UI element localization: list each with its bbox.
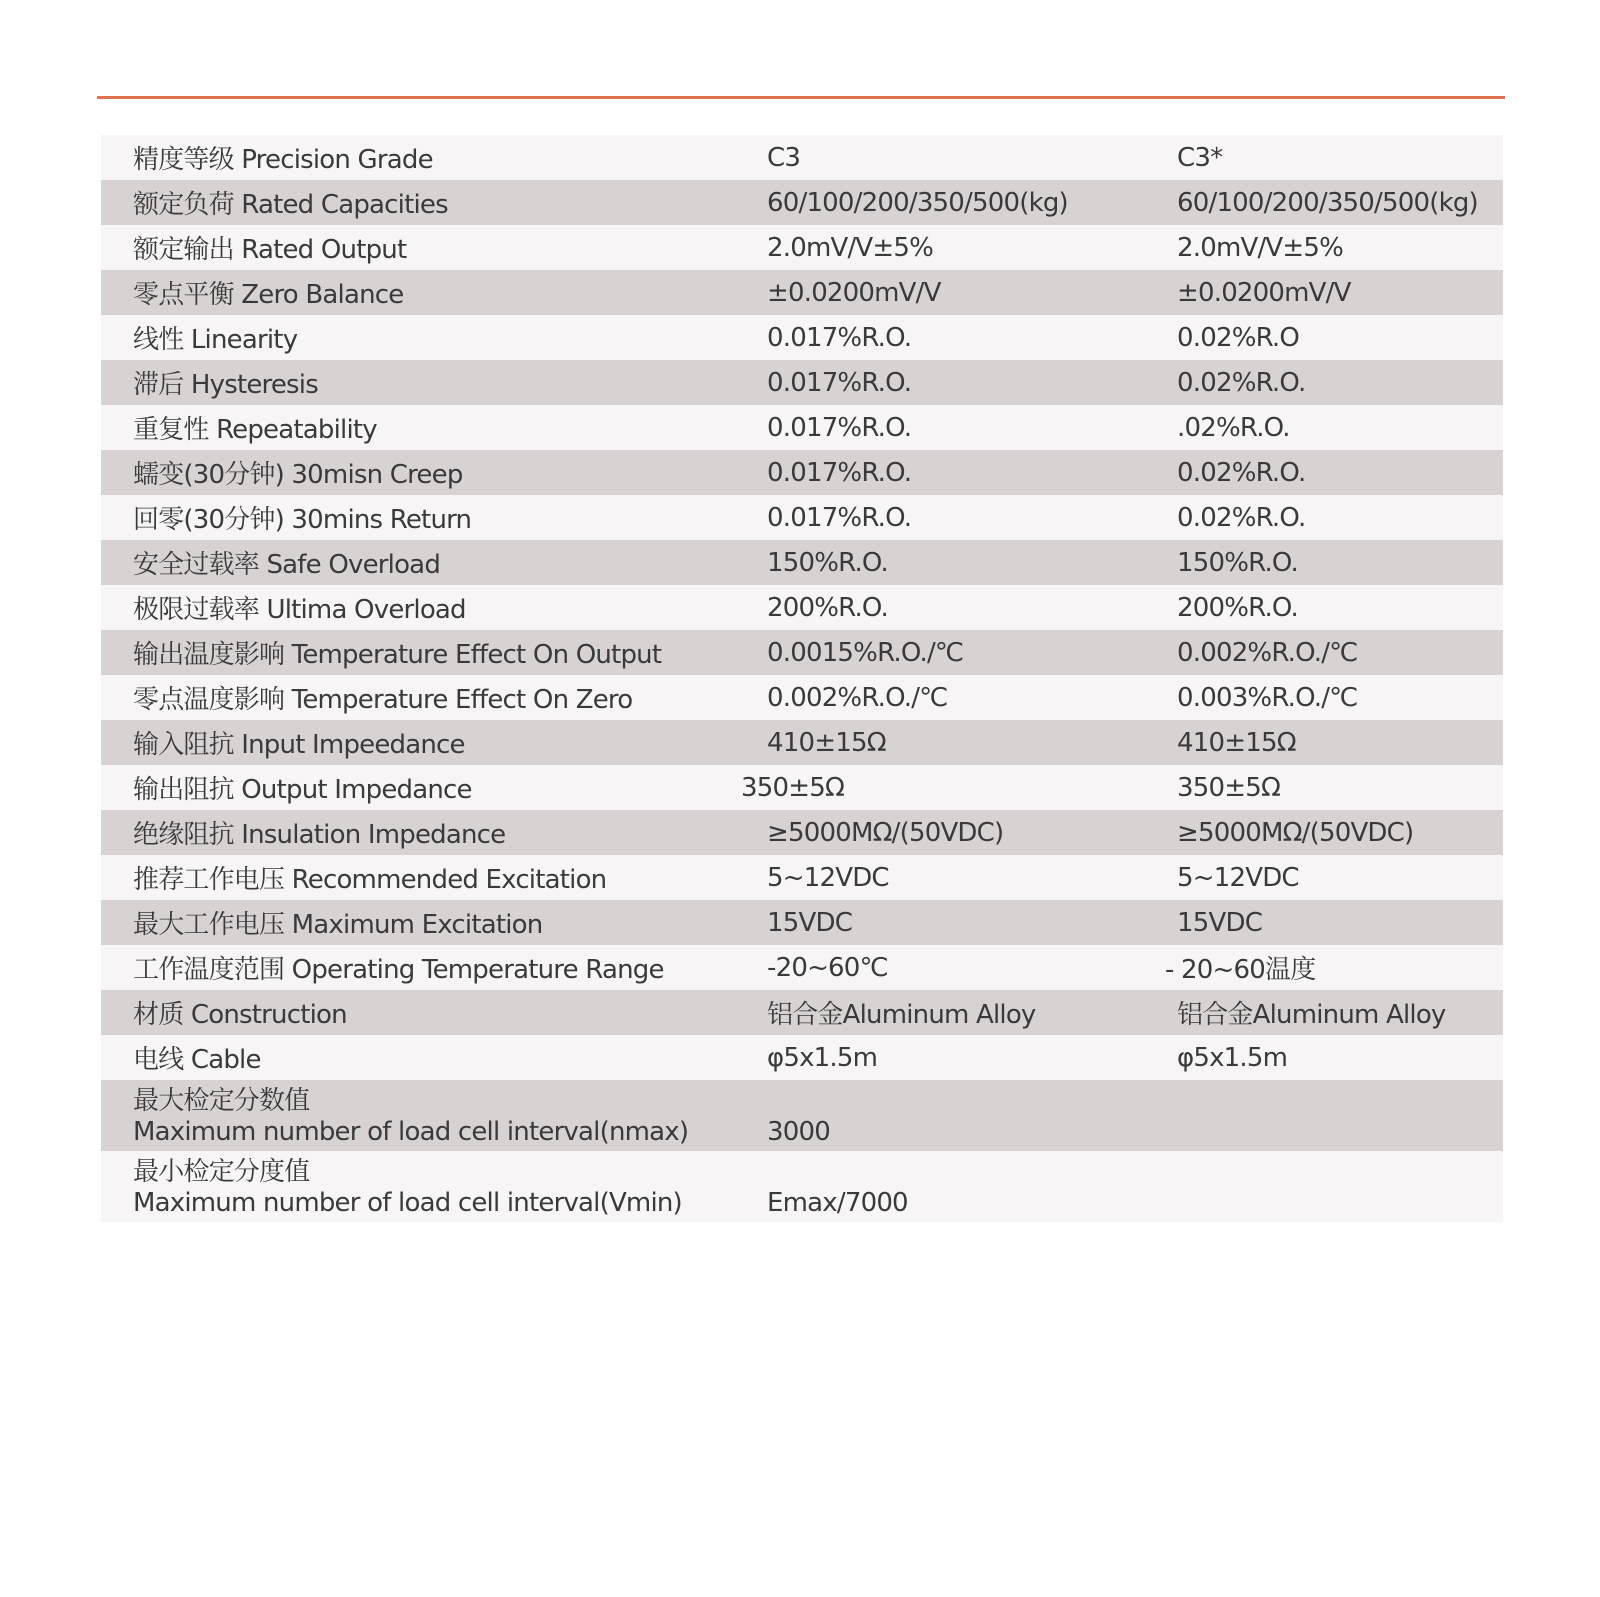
table-row (101, 1035, 1503, 1080)
row-label: 线性 Linearity (133, 325, 298, 355)
table-row (101, 495, 1503, 540)
c3-value: Emax/7000 (767, 1188, 908, 1218)
c3-star-value: 0.02%R.O. (1177, 367, 1306, 398)
row-label: 输出阻抗 Output Impedance (133, 775, 472, 805)
table-row (101, 450, 1503, 495)
table-row (101, 855, 1503, 900)
c3-star-value: ≥5000MΩ/(50VDC) (1177, 817, 1414, 848)
row-label: 材质 Construction (133, 1000, 347, 1030)
table-row (101, 315, 1503, 360)
c3-value: 5~12VDC (767, 862, 889, 893)
row-label: 额定负荷 Rated Capacities (133, 190, 448, 220)
row-label: 绝缘阻抗 Insulation Impedance (133, 820, 506, 850)
c3-value: 0.002%R.O./℃ (767, 682, 948, 713)
table-row (101, 135, 1503, 180)
c3-star-value: 200%R.O. (1177, 592, 1299, 623)
row-label: 精度等级 Precision Grade (133, 145, 433, 175)
c3-value: 15VDC (767, 907, 853, 938)
table-row (101, 540, 1503, 585)
table-row (101, 360, 1503, 405)
table-row (101, 720, 1503, 765)
c3-star-value: 0.02%R.O. (1177, 457, 1306, 488)
c3-star-value: 150%R.O. (1177, 547, 1299, 578)
table-row (101, 765, 1503, 810)
c3-value: 410±15Ω (767, 727, 886, 758)
table-row (101, 405, 1503, 450)
table-row (101, 180, 1503, 225)
table-row (101, 810, 1503, 855)
c3-star-value: 5~12VDC (1177, 862, 1299, 893)
table-row (101, 270, 1503, 315)
c3-star-value: 0.02%R.O. (1177, 502, 1306, 533)
row-label: 滞后 Hysteresis (133, 370, 318, 400)
c3-star-value: 15VDC (1177, 907, 1263, 938)
c3-value: 350±5Ω (741, 772, 845, 803)
c3-value: C3 (767, 142, 801, 173)
row-label-cn: 最小检定分度值 (133, 1157, 310, 1187)
c3-value: 2.0mV/V±5% (767, 232, 934, 263)
c3-star-value: 2.0mV/V±5% (1177, 232, 1344, 263)
c3-star-value: .02%R.O. (1177, 412, 1290, 443)
row-label-cn: 最大检定分数值 (133, 1086, 310, 1116)
c3-star-value: - 20~60温度 (1165, 955, 1316, 985)
row-label: 电线 Cable (133, 1045, 261, 1075)
row-label: 输入阻抗 Input Impeedance (133, 730, 465, 760)
c3-star-value: C3* (1177, 142, 1223, 173)
c3-value: 150%R.O. (767, 547, 889, 578)
row-label: 零点平衡 Zero Balance (133, 280, 404, 310)
row-label: 回零(30分钟) 30mins Return (133, 505, 472, 535)
c3-value: 0.0015%R.O./℃ (767, 637, 964, 668)
c3-star-value: 350±5Ω (1177, 772, 1281, 803)
c3-value: 60/100/200/350/500(kg) (767, 187, 1068, 218)
c3-star-value: 0.003%R.O./℃ (1177, 682, 1358, 713)
table-row (101, 945, 1503, 990)
c3-star-value: 0.02%R.O (1177, 322, 1300, 353)
c3-star-value: φ5x1.5m (1177, 1042, 1288, 1073)
c3-value: 200%R.O. (767, 592, 889, 623)
row-label: 蠕变(30分钟) 30misn Creep (133, 460, 463, 490)
c3-value: 0.017%R.O. (767, 322, 912, 353)
c3-value: -20~60℃ (767, 952, 888, 983)
table-row (101, 1080, 1503, 1151)
table-row (101, 585, 1503, 630)
row-label: 极限过载率 Ultima Overload (133, 595, 466, 625)
c3-value: φ5x1.5m (767, 1042, 878, 1073)
row-label: 输出温度影响 Temperature Effect On Output (133, 640, 662, 670)
row-label (133, 1086, 688, 1148)
c3-star-value: 0.002%R.O./℃ (1177, 637, 1358, 668)
c3-star-value: 60/100/200/350/500(kg) (1177, 187, 1478, 218)
spec-table (101, 135, 1503, 1222)
accent-divider-line (97, 96, 1505, 99)
c3-value: 0.017%R.O. (767, 412, 912, 443)
table-row (101, 900, 1503, 945)
table-row (101, 630, 1503, 675)
table-row (101, 675, 1503, 720)
table-row (101, 225, 1503, 270)
row-label: 工作温度范围 Operating Temperature Range (133, 955, 664, 985)
c3-star-value: 铝合金Aluminum Alloy (1177, 1000, 1446, 1030)
c3-star-value: 410±15Ω (1177, 727, 1296, 758)
row-label: 额定输出 Rated Output (133, 235, 407, 265)
c3-value: 3000 (767, 1117, 830, 1147)
c3-value: ≥5000MΩ/(50VDC) (767, 817, 1004, 848)
row-label: 推荐工作电压 Recommended Excitation (133, 865, 607, 895)
row-label: 零点温度影响 Temperature Effect On Zero (133, 685, 633, 715)
row-label: 最大工作电压 Maximum Excitation (133, 910, 543, 940)
table-row (101, 990, 1503, 1035)
c3-star-value: ±0.0200mV/V (1177, 277, 1351, 308)
c3-value: 0.017%R.O. (767, 367, 912, 398)
c3-value: 铝合金Aluminum Alloy (767, 1000, 1036, 1030)
c3-value: ±0.0200mV/V (767, 277, 941, 308)
c3-value: 0.017%R.O. (767, 502, 912, 533)
row-label: 重复性 Repeatability (133, 415, 377, 445)
table-row (101, 1151, 1503, 1222)
row-label (133, 1157, 682, 1219)
c3-value: 0.017%R.O. (767, 457, 912, 488)
row-label-en: Maximum number of load cell interval(Vmin) (133, 1188, 682, 1218)
row-label-en: Maximum number of load cell interval(nmax) (133, 1117, 689, 1147)
row-label: 安全过载率 Safe Overload (133, 550, 441, 580)
